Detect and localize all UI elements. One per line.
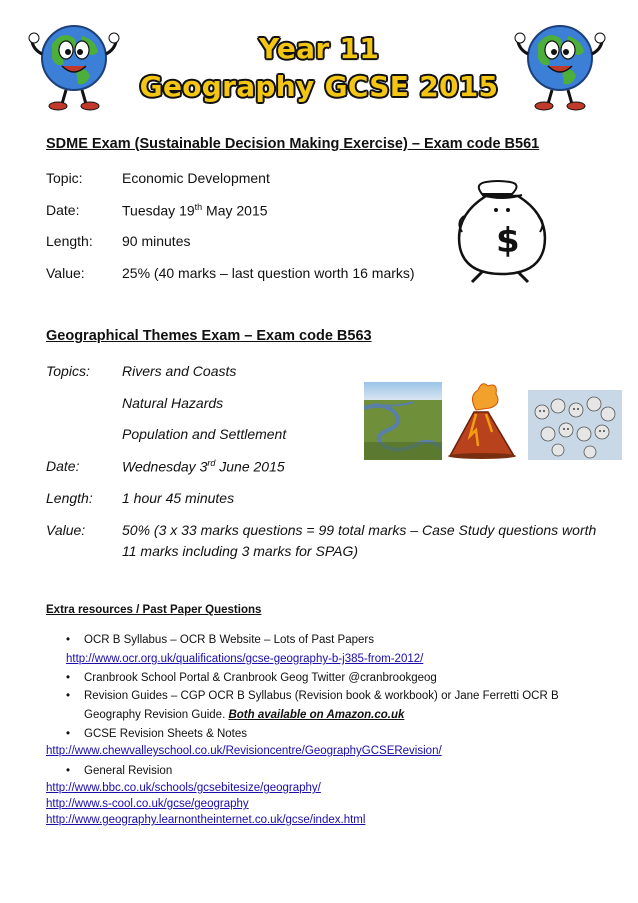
sdme-topic-label: Topic: (46, 170, 83, 186)
river-meander-image (364, 382, 442, 460)
themes-value-line: 50% (3 x 33 marks questions = 99 total marks – Case Study questions worth (122, 522, 597, 538)
page-title: Year 11 (258, 32, 380, 65)
themes-topic-item: Rivers and Coasts (122, 363, 237, 379)
population-crowd-image (528, 390, 622, 460)
chewvalley-link[interactable]: http://www.chewvalleyschool.co.uk/Revisioncentre/GeographyGCSERevision/ (46, 745, 442, 757)
themes-length-label: Length: (46, 490, 93, 506)
bullet-icon: • (66, 634, 71, 646)
bullet-icon: • (66, 728, 71, 740)
themes-topics-label: Topics: (46, 363, 90, 379)
bullet-icon: • (66, 765, 71, 777)
sdme-value-label: Value: (46, 265, 85, 281)
bullet-icon: • (66, 672, 71, 684)
sdme-date-value: Tuesday 19th May 2015 (122, 202, 268, 219)
resource-item: Cranbrook School Portal & Cranbrook Geog Twitter @cranbrookgeog (84, 672, 437, 684)
resources-heading: Extra resources / Past Paper Questions (46, 604, 262, 616)
resource-item: OCR B Syllabus – OCR B Website – Lots of Past Papers (84, 634, 374, 646)
resource-item-continued: Geography Revision Guide. Both available on Amazon.co.uk (84, 709, 405, 721)
svg-text:$: $ (496, 221, 520, 261)
sdme-value-value: 25% (40 marks – last question worth 16 marks) (122, 265, 415, 281)
themes-length-value: 1 hour 45 minutes (122, 490, 235, 506)
themes-value-line: 11 marks including 3 marks for SPAG) (122, 543, 359, 559)
ocr-link[interactable]: http://www.ocr.org.uk/qualifications/gcse-geography-b-j385-from-2012/ (66, 653, 424, 665)
bullet-icon: • (66, 690, 71, 702)
volcano-image (446, 380, 518, 460)
sdme-length-value: 90 minutes (122, 233, 191, 249)
resource-item: Revision Guides – CGP OCR B Syllabus (Revision book & workbook) or Jane Ferretti OCR B (84, 690, 559, 702)
scool-link[interactable]: http://www.s-cool.co.uk/gcse/geography (46, 798, 249, 810)
sdme-date-label: Date: (46, 202, 80, 218)
themes-heading: Geographical Themes Exam – Exam code B563 (46, 328, 372, 344)
bbc-link[interactable]: http://www.bbc.co.uk/schools/gcsebitesize/geography/ (46, 782, 321, 794)
themes-topic-item: Population and Settlement (122, 426, 287, 442)
money-bag-icon (452, 178, 552, 284)
themes-date-value: Wednesday 3rd June 2015 (122, 458, 285, 475)
page-subtitle: Geography GCSE 2015 (139, 70, 499, 103)
themes-value-label: Value: (46, 522, 86, 538)
sdme-length-label: Length: (46, 233, 93, 249)
learnontheinternet-link[interactable]: http://www.geography.learnontheinternet.co.uk/gcse/index.html (46, 814, 366, 826)
themes-date-label: Date: (46, 458, 80, 474)
resource-item: General Revision (84, 765, 173, 777)
resource-item: GCSE Revision Sheets & Notes (84, 728, 247, 740)
themes-topic-item: Natural Hazards (122, 395, 224, 411)
sdme-heading: SDME Exam (Sustainable Decision Making Exercise) – Exam code B561 (46, 136, 540, 152)
sdme-topic-value: Economic Development (122, 170, 270, 186)
